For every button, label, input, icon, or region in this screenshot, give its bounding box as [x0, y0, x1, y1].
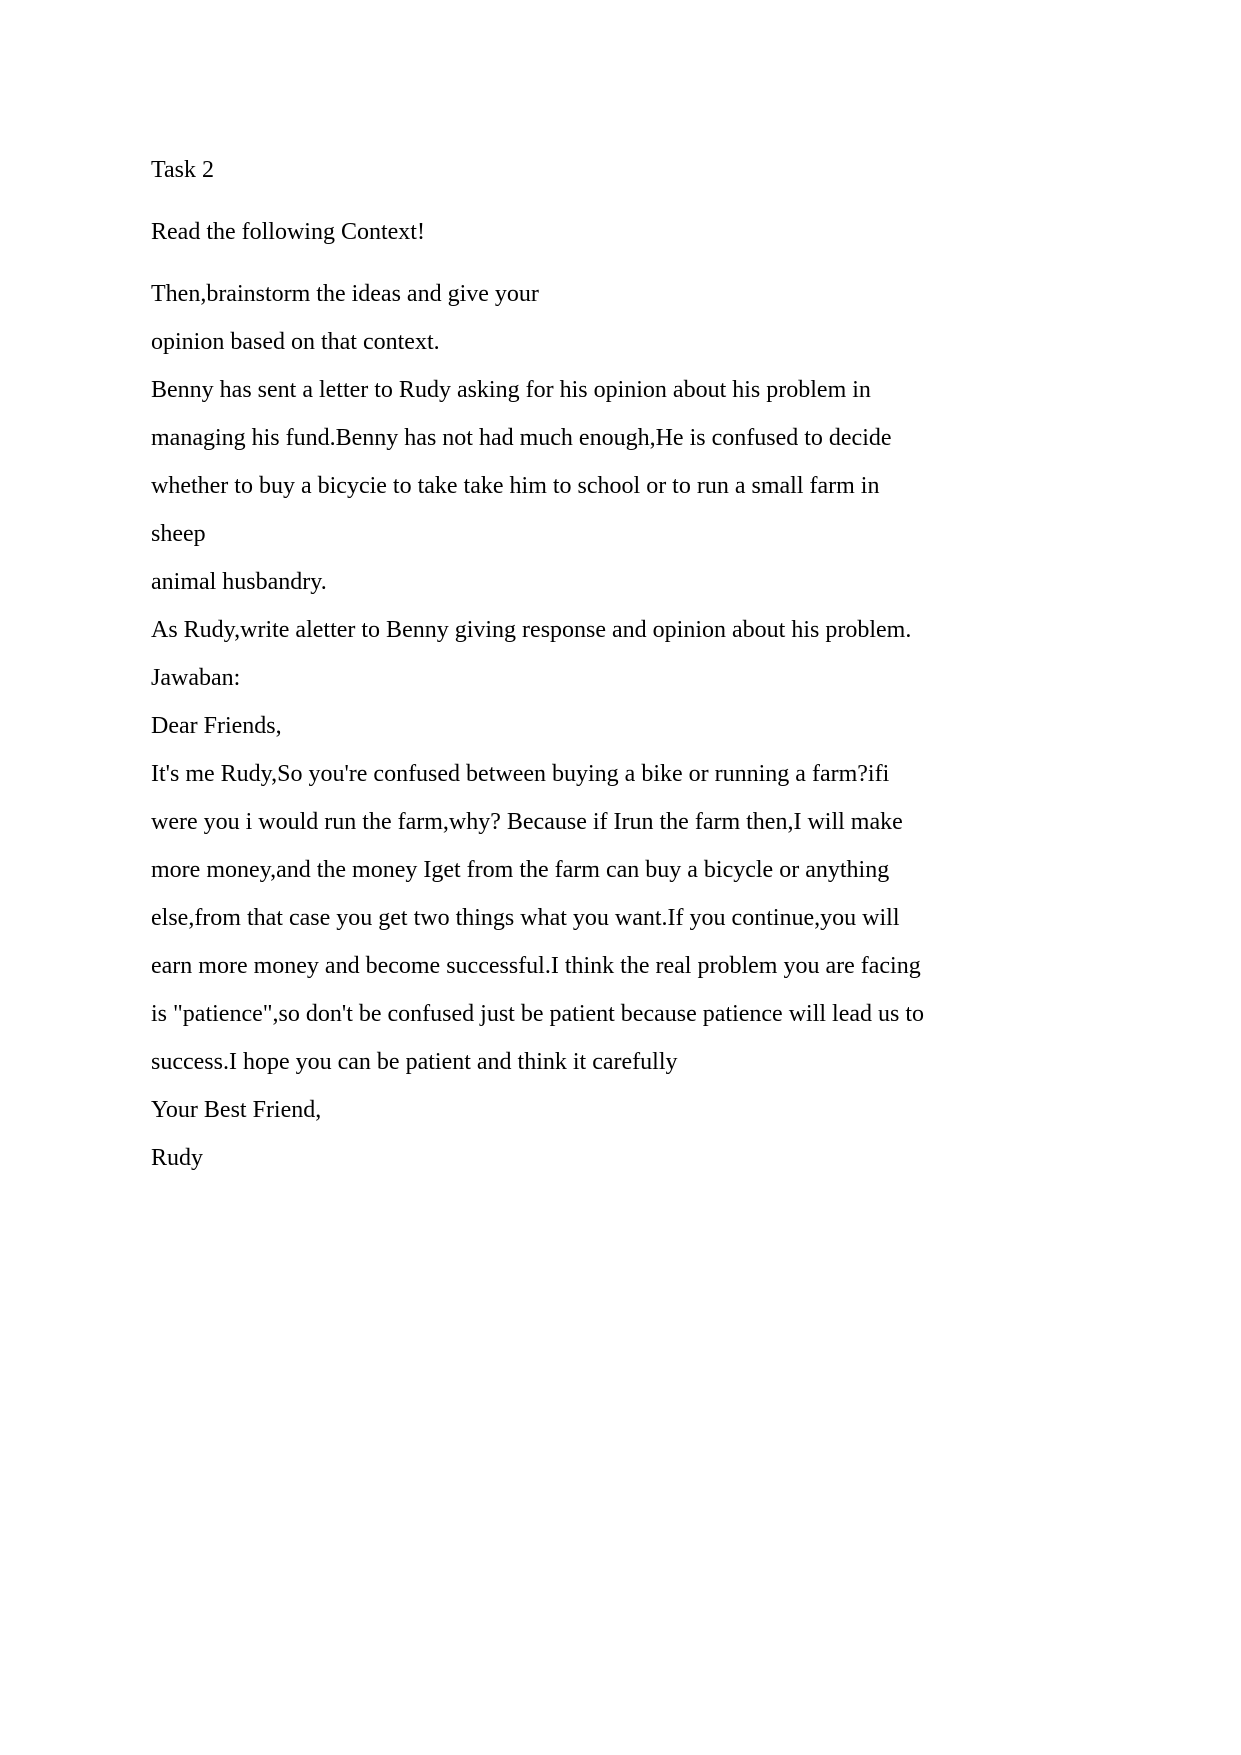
document-body: [151, 146, 1151, 1182]
context-line: whether to buy a bicycie to take take him to school or to run a small farm in: [151, 473, 880, 499]
letter-line: is "patience",so don't be confused just be patient because patience will lead us to: [151, 1001, 925, 1027]
letter-salutation: Dear Friends,: [151, 713, 282, 739]
letter-signature: Rudy: [151, 1145, 204, 1171]
context-line: Benny has sent a letter to Rudy asking for his opinion about his problem in: [151, 377, 871, 403]
letter-line: success.I hope you can be patient and think it carefully: [151, 1049, 678, 1075]
letter-closing: Your Best Friend,: [151, 1097, 322, 1123]
prompt-line: Then,brainstorm the ideas and give your: [151, 281, 539, 307]
instruction-line: Read the following Context!: [151, 219, 425, 245]
context-line: animal husbandry.: [151, 569, 327, 595]
letter-line: were you i would run the farm,why? Because if Irun the farm then,I will make: [151, 809, 903, 835]
letter-line: It's me Rudy,So you're confused between buying a bike or running a farm?ifi: [151, 761, 890, 787]
letter-line: more money,and the money Iget from the farm can buy a bicycle or anything: [151, 857, 890, 883]
task-heading: Task 2: [151, 157, 214, 183]
context-line: managing his fund.Benny has not had much enough,He is confused to decide: [151, 425, 892, 451]
context-line: sheep: [151, 521, 206, 547]
letter-line: earn more money and become successful.I think the real problem you are facing: [151, 953, 921, 979]
prompt-line: opinion based on that context.: [151, 329, 440, 355]
context-line: As Rudy,write aletter to Benny giving response and opinion about his problem.: [151, 617, 912, 643]
answer-label: Jawaban:: [151, 665, 241, 691]
letter-line: else,from that case you get two things what you want.If you continue,you will: [151, 905, 900, 931]
